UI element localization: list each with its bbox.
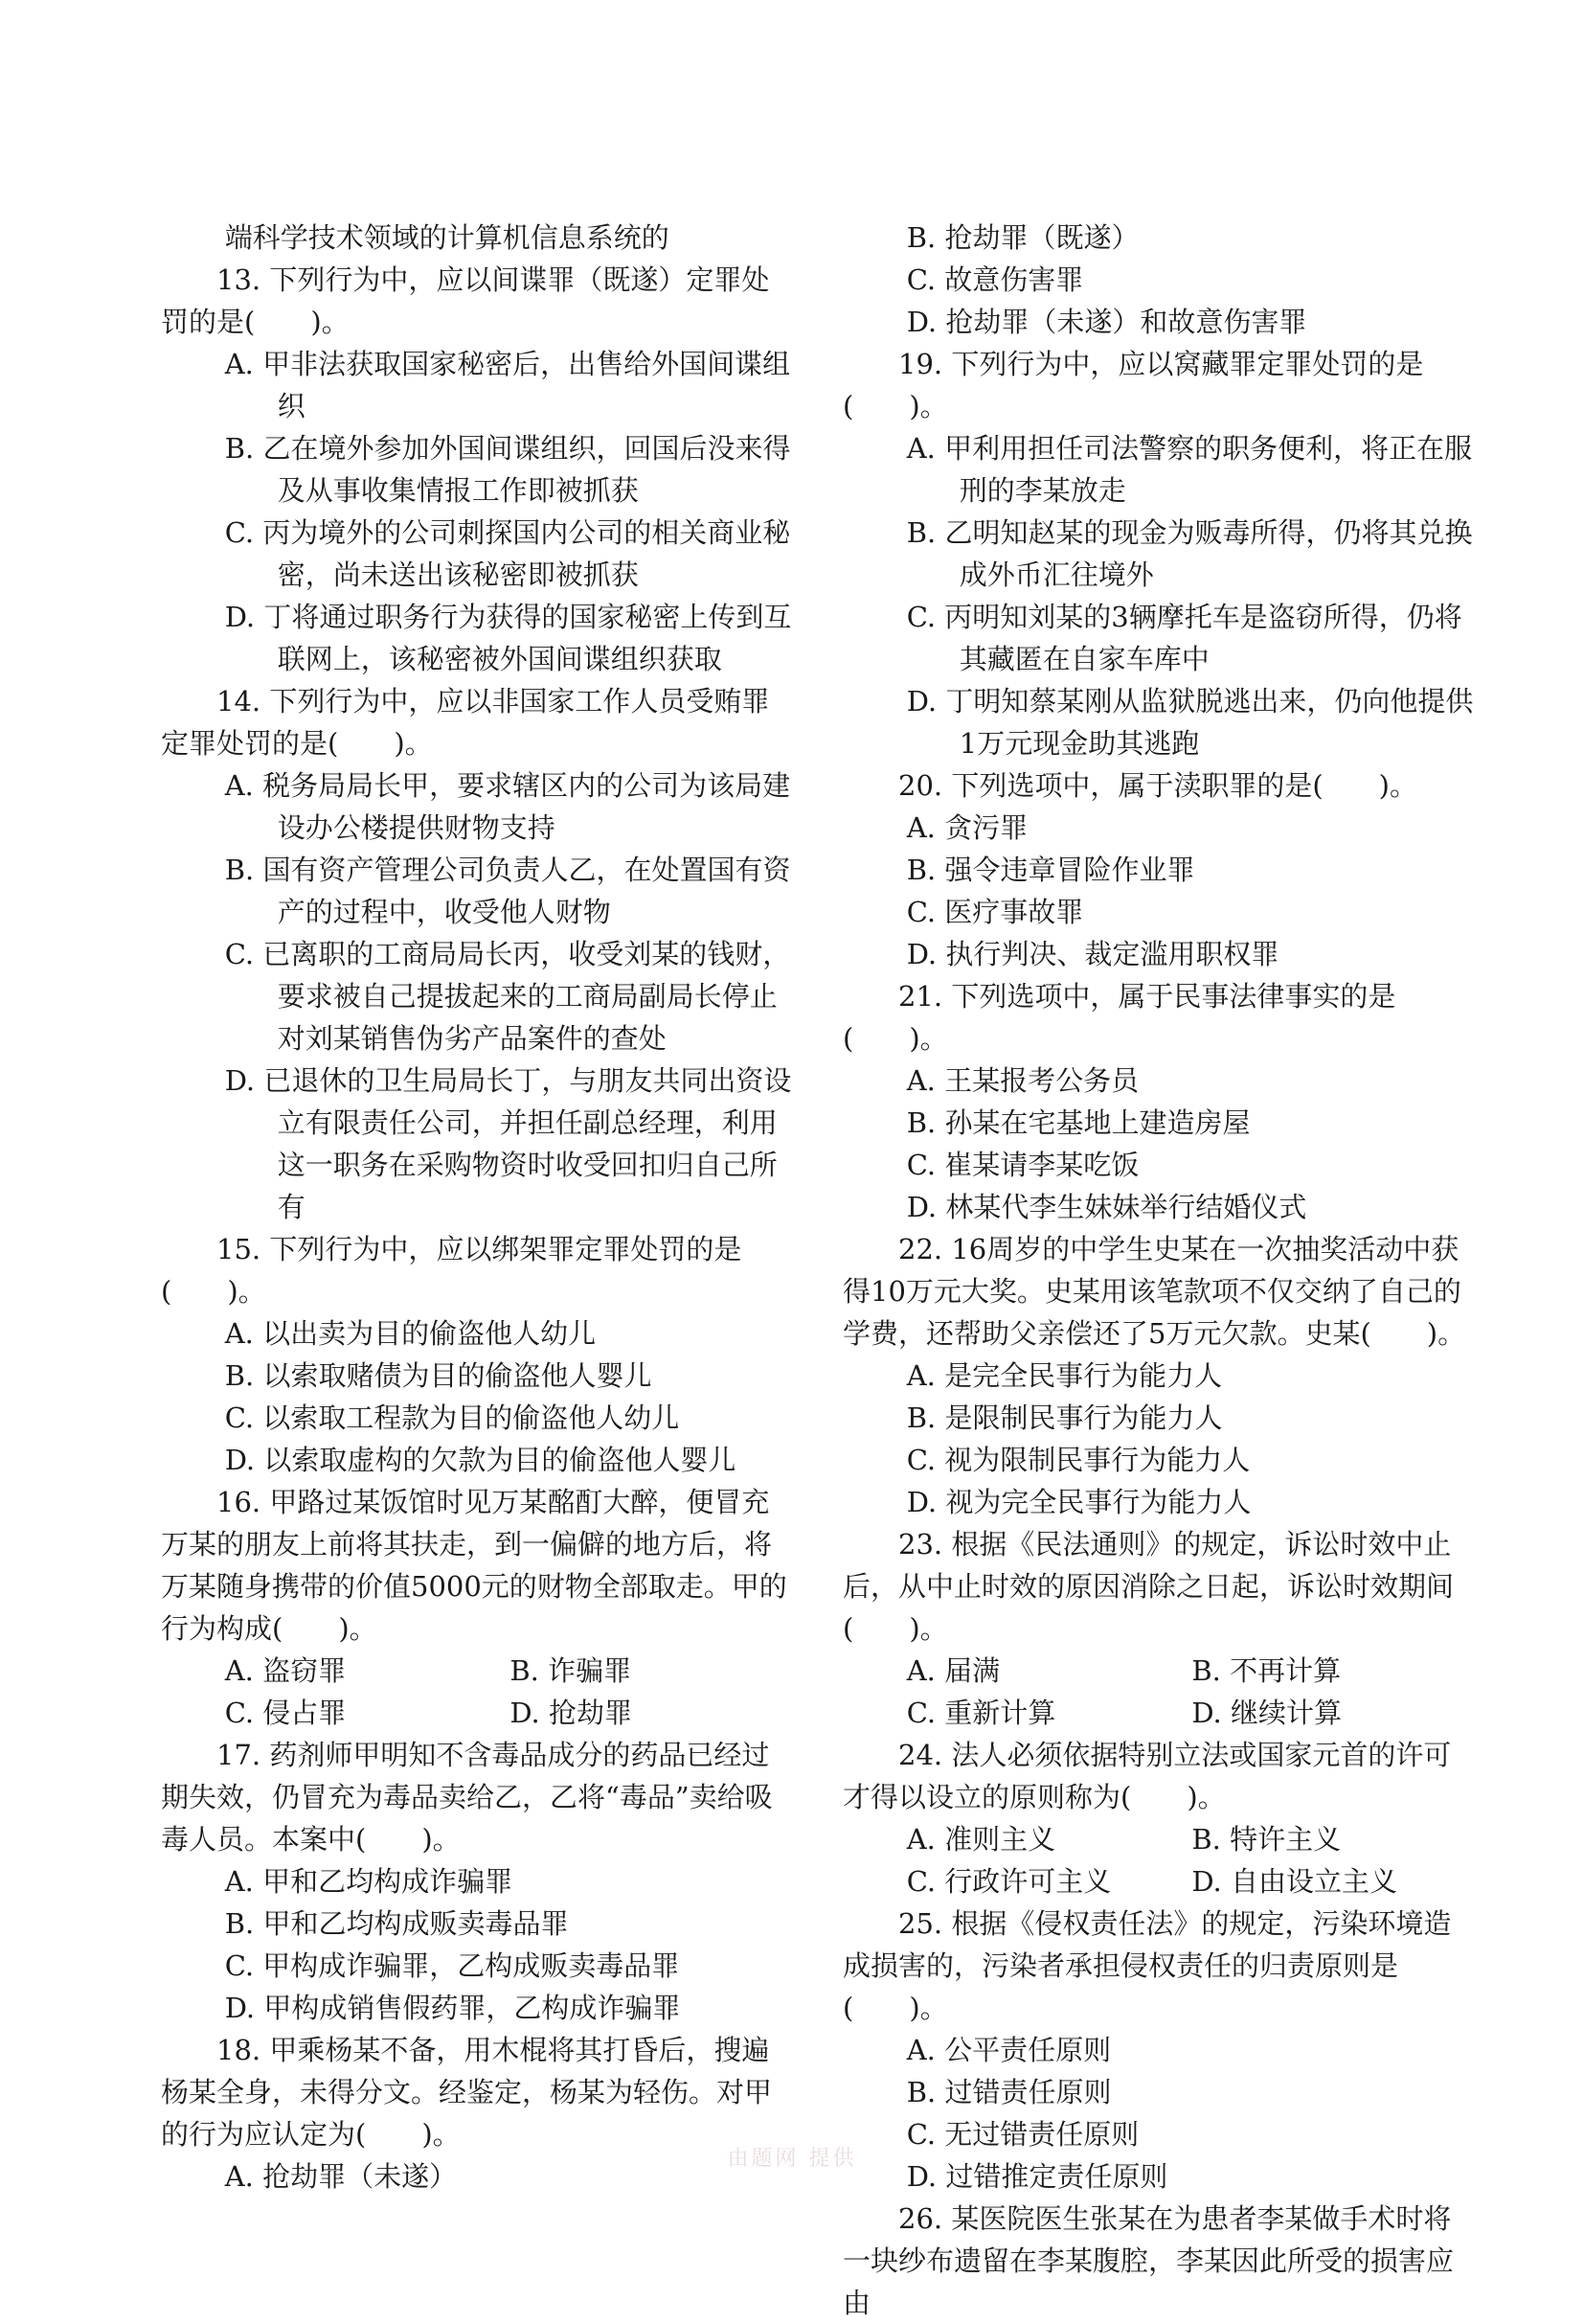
option: C. 丙为境外的公司刺探国内公司的相关商业秘密，尚未送出该秘密即被抓获 <box>224 516 791 591</box>
option: D. 丁明知蔡某刚从监狱脱逃出来，仍向他提供1万元现金助其逃跑 <box>906 685 1474 760</box>
option: A. 甲非法获取国家秘密后，出售给外国间谍组织 <box>224 348 791 422</box>
option: A. 贪污罪 <box>906 811 1029 844</box>
option: B. 抢劫罪（既遂） <box>906 221 1140 254</box>
question-stem: 22. 16周岁的中学生史某在一次抽奖活动中获得10万元大奖。史某用该笔款项不仅交纳了自己的学费，还帮助父亲偿还了5万元欠款。史某( )。 <box>843 1233 1466 1350</box>
page-footer-watermark: 由题网 提供 <box>727 2147 857 2171</box>
question-stem: 16. 甲路过某饭馆时见万某酩酊大醉，便冒充万某的朋友上前将其扶走，到一偏僻的地方后，将万某随身携带的价值5000元的财物全部取走。甲的行为构成( )。 <box>161 1486 787 1645</box>
option: C. 已离职的工商局局长丙，收受刘某的钱财，要求被自己提拔起来的工商局副局长停止对刘某销售伪劣产品案件的查处 <box>224 938 791 1055</box>
option: C. 侵占罪 <box>224 1697 347 1729</box>
option: D. 自由设立主义 <box>1191 1865 1397 1898</box>
option: A. 准则主义 <box>906 1823 1056 1856</box>
option: A. 公平责任原则 <box>906 2034 1112 2066</box>
option: B. 是限制民事行为能力人 <box>906 1401 1223 1434</box>
question-stem: 20. 下列选项中，属于渎职罪的是( )。 <box>898 769 1417 802</box>
question-stem: 13. 下列行为中，应以间谍罪（既遂）定罪处罚的是( )。 <box>161 263 770 338</box>
option: B. 不再计算 <box>1191 1654 1342 1687</box>
option: A. 盗窃罪 <box>224 1654 347 1687</box>
option: D. 执行判决、裁定滥用职权罪 <box>906 938 1279 970</box>
option: C. 无过错责任原则 <box>906 2118 1140 2151</box>
option: A. 以出卖为目的偷盗他人幼儿 <box>224 1317 597 1350</box>
option: C. 崔某请李某吃饭 <box>906 1149 1140 1181</box>
question-stem: 25. 根据《侵权责任法》的规定，污染环境造成损害的，污染者承担侵权责任的归责原则是( )。 <box>843 1907 1452 2024</box>
option: B. 强令违章冒险作业罪 <box>906 854 1195 886</box>
option-row <box>161 1650 795 1692</box>
option: D. 丁将通过职务行为获得的国家秘密上传到互联网上，该秘密被外国间谍组织获取 <box>224 601 792 675</box>
question-stem: 21. 下列选项中，属于民事法律事实的是( )。 <box>843 980 1396 1055</box>
option-row <box>843 1692 1477 1734</box>
option: C. 视为限制民事行为能力人 <box>906 1444 1251 1476</box>
question-stem: 26. 某医院医生张某在为患者李某做手术时将一块纱布遗留在李某腹腔，李某因此所受的损害应由 <box>843 2202 1455 2319</box>
question-stem: 23. 根据《民法通则》的规定，诉讼时效中止后，从中止时效的原因消除之日起，诉讼时效期间( )。 <box>843 1528 1455 1645</box>
option: D. 已退休的卫生局局长丁，与朋友共同出资设立有限责任公司，并担任副总经理，利用这一职务在采购物资时收受回扣归自己所有 <box>224 1064 792 1223</box>
question-stem: 14. 下列行为中，应以非国家工作人员受贿罪定罪处罚的是( )。 <box>161 685 770 760</box>
option: C. 故意伤害罪 <box>906 263 1084 296</box>
question-stem: 19. 下列行为中，应以窝藏罪定罪处罚的是( )。 <box>843 348 1424 422</box>
option: B. 过错责任原则 <box>906 2076 1112 2108</box>
option: A. 王某报考公务员 <box>906 1064 1140 1097</box>
option: C. 丙明知刘某的3辆摩托车是盗窃所得，仍将其藏匿在自家车库中 <box>906 601 1462 675</box>
option: B. 甲和乙均构成贩卖毒品罪 <box>224 1907 569 1940</box>
question-stem: 15. 下列行为中，应以绑架罪定罪处罚的是( )。 <box>161 1233 742 1308</box>
option: A. 届满 <box>906 1654 1001 1687</box>
question-stem: 17. 药剂师甲明知不含毒品成分的药品已经过期失效，仍冒充为毒品卖给乙，乙将“毒品”卖给吸毒人员。本案中( )。 <box>161 1739 773 1856</box>
option-row <box>843 1650 1477 1692</box>
question-stem: 18. 甲乘杨某不备，用木棍将其打昏后，搜遍杨某全身，未得分文。经鉴定，杨某为轻伤。对甲的行为应认定为( )。 <box>161 2034 773 2151</box>
option: D. 抢劫罪 <box>509 1697 632 1729</box>
option: D. 以索取虚构的欠款为目的偷盗他人婴儿 <box>224 1444 736 1476</box>
option-row <box>843 1818 1477 1860</box>
option: B. 以索取赌债为目的偷盗他人婴儿 <box>224 1359 652 1392</box>
option: C. 重新计算 <box>906 1697 1056 1729</box>
option: D. 过错推定责任原则 <box>906 2160 1168 2193</box>
continued-text: 端科学技术领域的计算机信息系统的 <box>224 221 669 254</box>
option: D. 继续计算 <box>1191 1697 1342 1729</box>
option: B. 国有资产管理公司负责人乙，在处置国有资产的过程中，收受他人财物 <box>224 854 791 928</box>
option: D. 林某代李生妹妹举行结婚仪式 <box>906 1191 1307 1223</box>
option: C. 行政许可主义 <box>906 1865 1112 1898</box>
option: B. 诈骗罪 <box>509 1654 632 1687</box>
option: C. 医疗事故罪 <box>906 896 1084 928</box>
option: B. 孙某在宅基地上建造房屋 <box>906 1106 1251 1139</box>
option: B. 乙明知赵某的现金为贩毒所得，仍将其兑换成外币汇往境外 <box>906 516 1473 591</box>
option-row <box>843 1860 1477 1902</box>
option: A. 是完全民事行为能力人 <box>906 1359 1223 1392</box>
option: B. 特许主义 <box>1191 1823 1342 1856</box>
question-stem: 24. 法人必须依据特别立法或国家元首的许可才得以设立的原则称为( )。 <box>843 1739 1452 1813</box>
left-column <box>161 216 795 2198</box>
option: A. 税务局局长甲，要求辖区内的公司为该局建设办公楼提供财物支持 <box>224 769 791 844</box>
option: C. 甲构成诈骗罪，乙构成贩卖毒品罪 <box>224 1949 680 1982</box>
right-column <box>843 216 1477 2324</box>
option: C. 以索取工程款为目的偷盗他人幼儿 <box>224 1401 680 1434</box>
option: B. 乙在境外参加外国间谍组织，回国后没来得及从事收集情报工作即被抓获 <box>224 432 791 507</box>
option: A. 抢劫罪（未遂） <box>224 2160 458 2193</box>
option: A. 甲和乙均构成诈骗罪 <box>224 1865 513 1898</box>
option: D. 甲构成销售假药罪，乙构成诈骗罪 <box>224 1992 681 2024</box>
option: A. 甲利用担任司法警察的职务便利，将正在服刑的李某放走 <box>906 432 1473 507</box>
option-row <box>161 1692 795 1734</box>
option: D. 抢劫罪（未遂）和故意伤害罪 <box>906 306 1307 338</box>
option: D. 视为完全民事行为能力人 <box>906 1486 1252 1518</box>
